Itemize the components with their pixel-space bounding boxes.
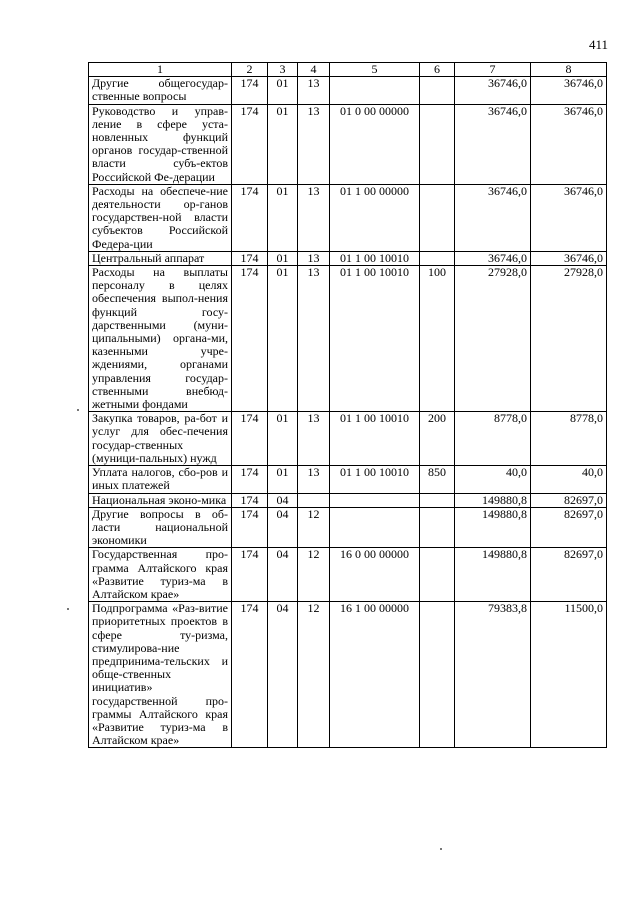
expense-name: Расходы на обеспече-ние деятельности ор-ганов государствен-ной власти субъектов Российской Федера-ции bbox=[89, 184, 232, 251]
section-code: 01 bbox=[268, 251, 298, 265]
subsection-code: 13 bbox=[298, 104, 330, 184]
expense-type-code bbox=[420, 493, 455, 507]
section-code: 01 bbox=[268, 412, 298, 466]
table-row bbox=[89, 466, 607, 493]
expense-type-code bbox=[420, 602, 455, 748]
amount-year-1: 40,0 bbox=[455, 466, 531, 493]
amount-year-2: 82697,0 bbox=[531, 493, 607, 507]
table-row bbox=[89, 184, 607, 251]
page-number: 411 bbox=[588, 37, 608, 52]
subsection-code bbox=[298, 493, 330, 507]
ministry-code: 174 bbox=[232, 412, 268, 466]
table-header-row bbox=[89, 63, 607, 77]
expense-name: Подпрограмма «Раз-витие приоритетных проектов в сфере ту-ризма, стимулирова-ние предпринима-тельских и обще-ственных инициатив» государственной про-граммы Алтайского края «Развитие туриз-ма в Алтайском крае» bbox=[89, 602, 232, 748]
expense-name: Другие вопросы в об-ласти национальной экономики bbox=[89, 507, 232, 548]
expense-name: Закупка товаров, ра-бот и услуг для обес-печения государ-ственных (муници-пальных) нужд bbox=[89, 412, 232, 466]
table-row bbox=[89, 602, 607, 748]
ministry-code: 174 bbox=[232, 266, 268, 412]
section-code: 04 bbox=[268, 602, 298, 748]
table-row bbox=[89, 266, 607, 412]
section-code: 01 bbox=[268, 77, 298, 104]
table-row bbox=[89, 104, 607, 184]
table-row bbox=[89, 77, 607, 104]
section-code: 04 bbox=[268, 493, 298, 507]
expense-name: Государственная про-грамма Алтайского края «Развитие туриз-ма в Алтайском крае» bbox=[89, 548, 232, 602]
amount-year-1: 149880,8 bbox=[455, 507, 531, 548]
amount-year-1: 36746,0 bbox=[455, 104, 531, 184]
ministry-code: 174 bbox=[232, 602, 268, 748]
subsection-code: 13 bbox=[298, 77, 330, 104]
expense-name: Уплата налогов, сбо-ров и иных платежей bbox=[89, 466, 232, 493]
subsection-code: 12 bbox=[298, 507, 330, 548]
ministry-code: 174 bbox=[232, 251, 268, 265]
target-article-code: 01 0 00 00000 bbox=[330, 104, 420, 184]
ministry-code: 174 bbox=[232, 104, 268, 184]
section-code: 01 bbox=[268, 184, 298, 251]
amount-year-1: 79383,8 bbox=[455, 602, 531, 748]
column-header: 6 bbox=[420, 63, 455, 77]
amount-year-2: 36746,0 bbox=[531, 251, 607, 265]
ministry-code: 174 bbox=[232, 493, 268, 507]
budget-table bbox=[88, 62, 607, 748]
ministry-code: 174 bbox=[232, 466, 268, 493]
amount-year-1: 36746,0 bbox=[455, 251, 531, 265]
target-article-code: 16 0 00 00000 bbox=[330, 548, 420, 602]
target-article-code bbox=[330, 493, 420, 507]
column-header: 2 bbox=[232, 63, 268, 77]
target-article-code: 01 1 00 10010 bbox=[330, 266, 420, 412]
amount-year-1: 149880,8 bbox=[455, 493, 531, 507]
expense-name: Другие общегосудар-ственные вопросы bbox=[89, 77, 232, 104]
expense-type-code bbox=[420, 251, 455, 265]
expense-name: Расходы на выплаты персоналу в целях обеспечения выпол-нения функций госу-дарственными (муни-ципальными) органа-ми, казенными учре-ждениями, органами управления государ-ственными внебюд-жетными фондами bbox=[89, 266, 232, 412]
table-row bbox=[89, 493, 607, 507]
amount-year-2: 40,0 bbox=[531, 466, 607, 493]
amount-year-2: 36746,0 bbox=[531, 104, 607, 184]
subsection-code: 13 bbox=[298, 466, 330, 493]
target-article-code bbox=[330, 77, 420, 104]
column-header: 5 bbox=[330, 63, 420, 77]
amount-year-2: 82697,0 bbox=[531, 548, 607, 602]
subsection-code: 13 bbox=[298, 184, 330, 251]
ministry-code: 174 bbox=[232, 77, 268, 104]
expense-name: Национальная эконо-мика bbox=[89, 493, 232, 507]
column-header: 7 bbox=[455, 63, 531, 77]
subsection-code: 12 bbox=[298, 548, 330, 602]
amount-year-1: 36746,0 bbox=[455, 184, 531, 251]
column-header: 1 bbox=[89, 63, 232, 77]
target-article-code bbox=[330, 507, 420, 548]
table-row bbox=[89, 412, 607, 466]
column-header: 3 bbox=[268, 63, 298, 77]
expense-type-code bbox=[420, 184, 455, 251]
target-article-code: 01 1 00 10010 bbox=[330, 466, 420, 493]
section-code: 04 bbox=[268, 507, 298, 548]
column-header: 8 bbox=[531, 63, 607, 77]
amount-year-2: 36746,0 bbox=[531, 184, 607, 251]
amount-year-2: 27928,0 bbox=[531, 266, 607, 412]
section-code: 01 bbox=[268, 466, 298, 493]
amount-year-2: 82697,0 bbox=[531, 507, 607, 548]
expense-type-code: 100 bbox=[420, 266, 455, 412]
amount-year-1: 27928,0 bbox=[455, 266, 531, 412]
target-article-code: 01 1 00 00000 bbox=[330, 184, 420, 251]
scan-speck bbox=[440, 848, 442, 850]
scan-speck bbox=[67, 608, 69, 610]
amount-year-2: 36746,0 bbox=[531, 77, 607, 104]
amount-year-2: 8778,0 bbox=[531, 412, 607, 466]
table-row bbox=[89, 548, 607, 602]
expense-type-code: 850 bbox=[420, 466, 455, 493]
expense-type-code bbox=[420, 548, 455, 602]
expense-type-code bbox=[420, 507, 455, 548]
expense-name: Руководство и управ-ление в сфере уста-новленных функций органов государ-ственной власти субъ-ектов Российской Фе-дерации bbox=[89, 104, 232, 184]
table-row bbox=[89, 507, 607, 548]
expense-name: Центральный аппарат bbox=[89, 251, 232, 265]
expense-type-code bbox=[420, 104, 455, 184]
ministry-code: 174 bbox=[232, 507, 268, 548]
amount-year-2: 11500,0 bbox=[531, 602, 607, 748]
target-article-code: 01 1 00 10010 bbox=[330, 412, 420, 466]
ministry-code: 174 bbox=[232, 548, 268, 602]
target-article-code: 16 1 00 00000 bbox=[330, 602, 420, 748]
ministry-code: 174 bbox=[232, 184, 268, 251]
expense-type-code bbox=[420, 77, 455, 104]
subsection-code: 13 bbox=[298, 412, 330, 466]
amount-year-1: 8778,0 bbox=[455, 412, 531, 466]
target-article-code: 01 1 00 10010 bbox=[330, 251, 420, 265]
scan-speck bbox=[77, 409, 79, 411]
table-row bbox=[89, 251, 607, 265]
subsection-code: 13 bbox=[298, 251, 330, 265]
section-code: 01 bbox=[268, 266, 298, 412]
section-code: 04 bbox=[268, 548, 298, 602]
subsection-code: 12 bbox=[298, 602, 330, 748]
expense-type-code: 200 bbox=[420, 412, 455, 466]
amount-year-1: 36746,0 bbox=[455, 77, 531, 104]
column-header: 4 bbox=[298, 63, 330, 77]
subsection-code: 13 bbox=[298, 266, 330, 412]
amount-year-1: 149880,8 bbox=[455, 548, 531, 602]
section-code: 01 bbox=[268, 104, 298, 184]
